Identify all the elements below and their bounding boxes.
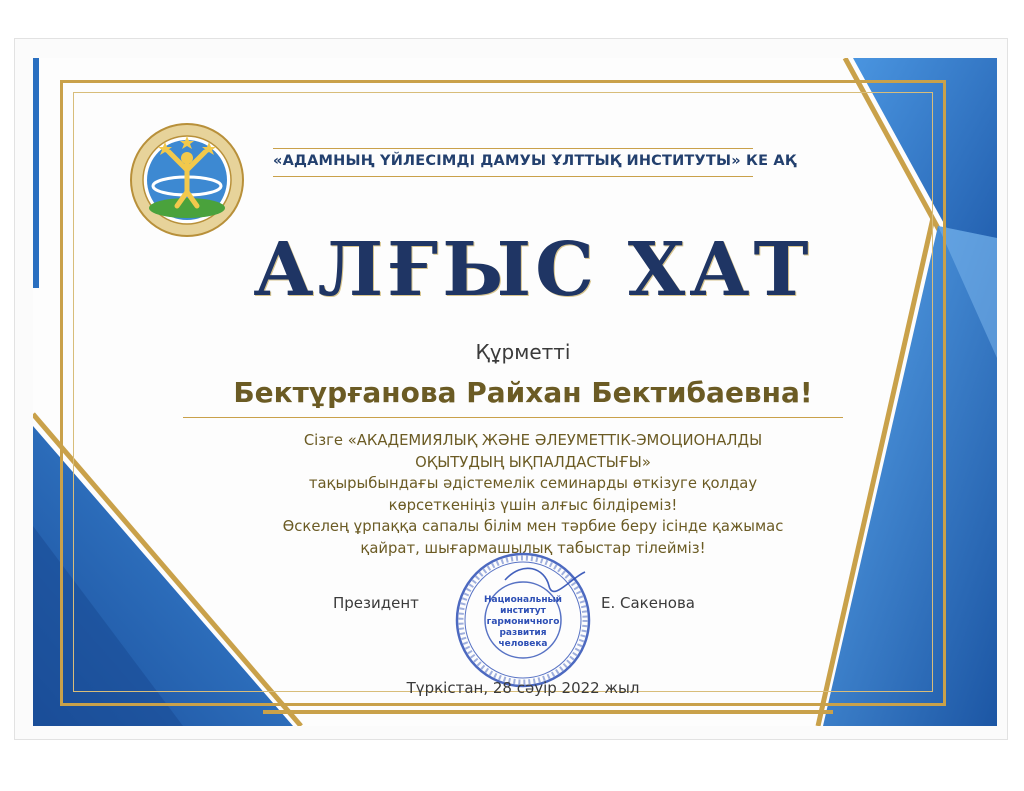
certificate-title: АЛҒЫС ХАТ (253, 227, 813, 313)
body-text (223, 430, 843, 559)
stamp-line: Национальный (483, 595, 563, 605)
stamp-line: институт (500, 606, 546, 616)
body-line: Сізге «АКАДЕМИЯЛЫҚ ЖӘНЕ ӘЛЕУМЕТТІК-ЭМОЦИОНАЛДЫ (303, 432, 763, 449)
handwritten-signature (505, 568, 585, 591)
left-top-blue-strip (33, 58, 39, 288)
signatory-name: Е. Сакенова (601, 594, 695, 612)
org-rule-bottom (273, 176, 753, 177)
official-stamp (453, 550, 593, 690)
institute-logo (129, 122, 245, 238)
body-line: ОҚЫТУДЫҢ ЫҚПАЛДАСТЫҒЫ» (415, 453, 651, 471)
body-line: Өскелең ұрпаққа сапалы білім мен тәрбие беру ісінде қажымас (282, 518, 784, 535)
recipient-divider (183, 417, 843, 418)
stamp-line: человека (498, 639, 548, 649)
body-line: көрсеткеніңіз үшін алғыс білдіреміз! (388, 496, 678, 514)
organization-name: «АДАМНЫҢ ҮЙЛЕСІМДІ ДАМУЫ ҰЛТТЫҚ ИНСТИТУТЫ» КЕ АҚ (273, 153, 797, 169)
recipient-name: Бектұрғанова Райхан Бектибаевна! (233, 376, 813, 409)
body-line: қайрат, шығармашылық табыстар тілейміз! (360, 539, 706, 557)
body-line: тақырыбындағы әдістемелік семинарды өткізуге қолдау (308, 475, 758, 492)
signatory-role: Президент (333, 594, 419, 612)
org-rule-top (273, 148, 753, 149)
place-and-date: Түркістан, 28 сәуір 2022 жыл (406, 679, 640, 697)
stamp-line: развития (499, 628, 547, 638)
certificate-card (33, 58, 997, 726)
greeting: Құрметті (475, 340, 571, 364)
stamp-line: гармоничного (486, 617, 560, 627)
